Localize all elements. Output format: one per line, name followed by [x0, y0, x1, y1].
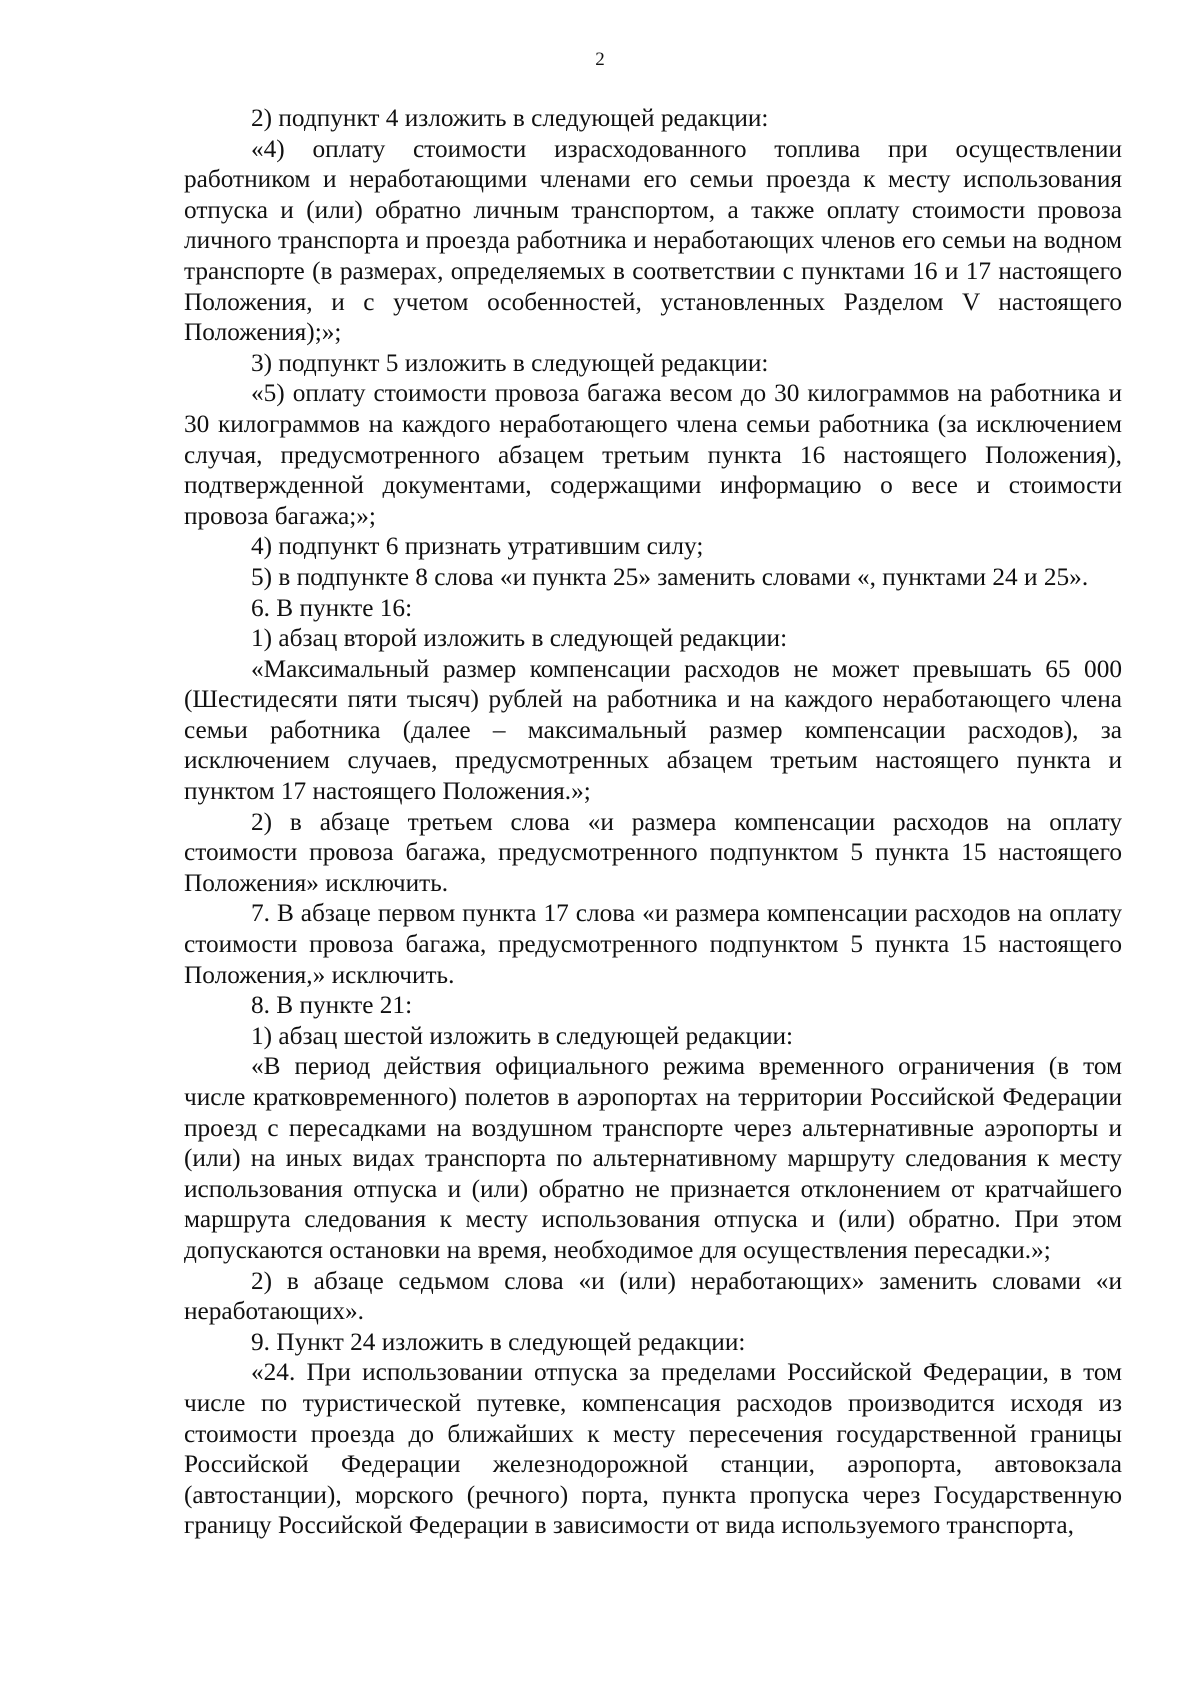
page-number: 2: [595, 49, 605, 70]
paragraph: 4) подпункт 6 признать утратившим силу;: [251, 532, 704, 561]
paragraph: 9. Пункт 24 изложить в следующей редакции:: [251, 1327, 746, 1356]
paragraph: 2) в абзаце седьмом слова «и (или) неработающих» заменить словами «и неработающих».: [184, 1266, 1122, 1326]
paragraph: «4) оплату стоимости израсходованного топлива при осуществлении работником и неработающими членами его семьи проезда к месту использования отпуска и (или) обратно личным транспортом, а также оплату стоимости провоза личного транспорта и проезда работника и неработающих членов его семьи на водном транспорте (в размерах, определяемых в соответствии с пунктами 16 и 17 настоящего Положения, и с учетом особенностей, установленных Разделом V настоящего Положения);»;: [184, 134, 1122, 347]
paragraph: «В период действия официального режима временного ограничения (в том числе кратковременного) полетов в аэропортах на территории Российской Федерации проезд с пересадками на воздушном транспорте через альтернативные аэропорты и (или) на иных видах транспорта по альтернативному маршруту следования к месту использования отпуска и (или) обратно не признается отклонением от кратчайшего маршрута следования к месту использования отпуска и (или) обратно. При этом допускаются остановки на время, необходимое для осуществления пересадки.»;: [184, 1052, 1122, 1264]
paragraph: 2) в абзаце третьем слова «и размера компенсации расходов на оплату стоимости провоза багажа, предусмотренного подпунктом 5 пункта 15 настоящего Положения» исключить.: [184, 807, 1122, 897]
paragraph: «24. При использовании отпуска за пределами Российской Федерации, в том числе по туристической путевке, компенсация расходов производится исходя из стоимости проезда до ближайших к месту пересечения государственной границы Российской Федерации железнодорожной станции, аэропорта, автовокзала (автостанции), морского (речного) порта, пункта пропуска через Государственную границу Российской Федерации в зависимости от вида используемого транспорта,: [184, 1358, 1122, 1540]
paragraph: «5) оплату стоимости провоза багажа весом до 30 килограммов на работника и 30 килограммов на каждого неработающего члена семьи работника (за исключением случая, предусмотренного абзацем третьим пункта 16 настоящего Положения), подтвержденной документами, содержащими информацию о весе и стоимости провоза багажа;»;: [184, 379, 1122, 530]
paragraph: 1) абзац шестой изложить в следующей редакции:: [251, 1021, 794, 1050]
paragraph: «Максимальный размер компенсации расходов не может превышать 65 000 (Шестидесяти пяти тысяч) рублей на работника и на каждого неработающего члена семьи работника (далее – максимальный размер компенсации расходов), за исключением случаев, предусмотренных абзацем третьим настоящего пункта и пунктом 17 настоящего Положения.»;: [184, 654, 1122, 806]
paragraph: 7. В абзаце первом пункта 17 слова «и размера компенсации расходов на оплату стоимости провоза багажа, предусмотренного подпунктом 5 пункта 15 настоящего Положения,» исключить.: [184, 899, 1122, 989]
paragraph: 1) абзац второй изложить в следующей редакции:: [251, 624, 788, 653]
paragraph: 8. В пункте 21:: [251, 991, 413, 1020]
paragraph: 5) в подпункте 8 слова «и пункта 25» заменить словами «, пунктами 24 и 25».: [251, 562, 1089, 591]
paragraph: 2) подпункт 4 изложить в следующей редакции:: [251, 104, 769, 132]
document-body: [184, 103, 1122, 1541]
paragraph: 3) подпункт 5 изложить в следующей редакции:: [251, 348, 769, 377]
paragraph: 6. В пункте 16:: [251, 593, 413, 622]
